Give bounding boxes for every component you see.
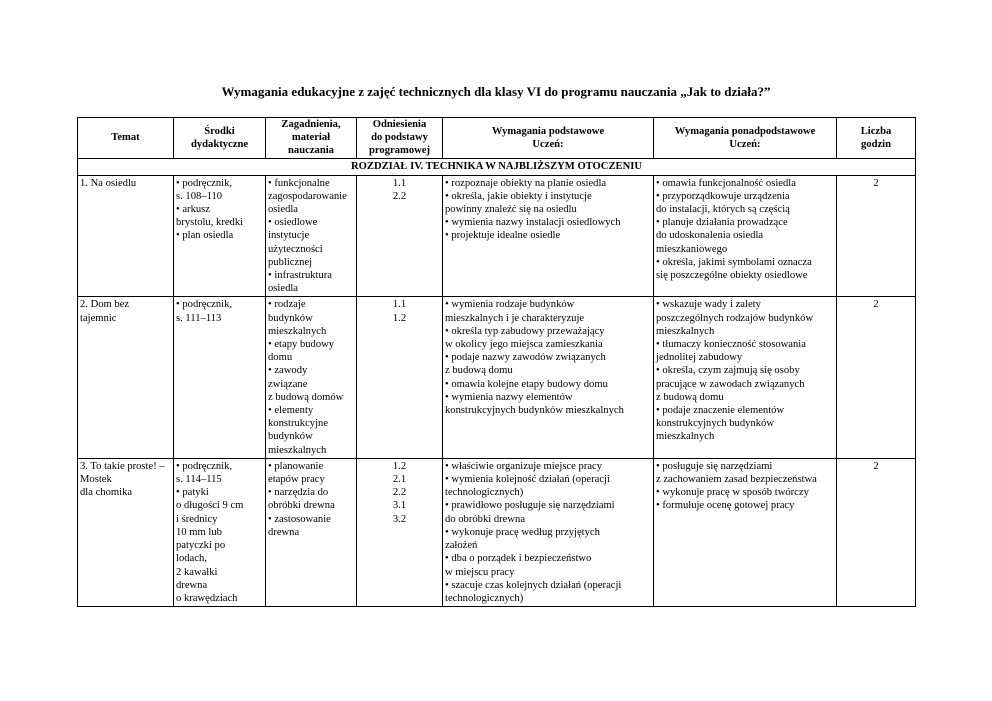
cell-podstawowe <box>443 458 654 606</box>
cell-line: osiedla <box>268 204 299 216</box>
cell-line: • wymienia rodzaje budynków <box>445 299 575 311</box>
cell-line: • patyki <box>176 487 209 499</box>
cell-line: 2.1 <box>392 474 407 486</box>
cell-line: 1. Na osiedlu <box>80 177 137 189</box>
cell-line: 2 kawałki <box>176 566 218 578</box>
cell-line: • planowanie <box>268 460 324 472</box>
cell-line: brystolu, kredki <box>176 217 244 229</box>
cell-line: 1.1 <box>392 299 407 311</box>
cell-line: konstrukcyjne <box>268 418 329 430</box>
cell-line: technologicznych) <box>445 487 524 499</box>
cell-podstawowe <box>443 175 654 297</box>
cell-line: do instalacji, których są częścią <box>656 204 790 216</box>
cell-line: • zastosowanie <box>268 513 331 525</box>
cell-line: • projektuje idealne osiedle <box>445 230 561 242</box>
cell-line: z budową domu <box>656 391 724 403</box>
cell-line: 3.2 <box>392 513 407 525</box>
header-line: godzin <box>860 138 892 150</box>
cell-line: mieszkalnych <box>268 444 327 456</box>
cell-temat <box>78 458 174 606</box>
cell-line: s. 114–115 <box>176 474 222 486</box>
cell-line: mieszkalnych i je charakteryzuje <box>445 312 585 324</box>
table-body <box>78 175 916 607</box>
cell-odniesienia <box>357 458 443 606</box>
cell-liczba <box>837 458 916 606</box>
cell-line: • określa typ zabudowy przeważający <box>445 325 605 337</box>
cell-srodki <box>174 297 266 458</box>
cell-line: • dba o porządek i bezpieczeństwo <box>445 553 592 565</box>
cell-line: w miejscu pracy <box>445 566 515 578</box>
cell-zagadnienia <box>266 175 357 297</box>
cell-line: 2 <box>873 299 879 311</box>
cell-line: z zachowaniem zasad bezpieczeństwa <box>656 474 817 486</box>
cell-line: etapów pracy <box>268 474 325 486</box>
cell-line: mieszkalnych <box>656 325 715 337</box>
cell-line: • wymienia nazwy elementów <box>445 391 573 403</box>
cell-line: 1.2 <box>392 460 407 472</box>
header-line: nauczania <box>288 145 334 157</box>
header-line: programowej <box>369 145 430 157</box>
header-line: Wymagania ponadpodstawowe <box>674 125 816 137</box>
cell-line: Mostek <box>80 474 112 486</box>
cell-line: 1.1 <box>392 177 407 189</box>
cell-line: mieszkalnych <box>268 325 327 337</box>
cell-line: • etapy budowy <box>268 339 335 351</box>
header-line: Liczba <box>860 125 892 137</box>
cell-line: • infrastruktura <box>268 270 333 282</box>
cell-line: poszczególnych rodzajów budynków <box>656 312 814 324</box>
cell-line: drewna <box>176 579 208 591</box>
cell-odniesienia <box>357 297 443 458</box>
cell-line: pracujące w zawodach związanych <box>656 378 805 390</box>
cell-line: • osiedlowe <box>268 217 318 229</box>
cell-liczba <box>837 175 916 297</box>
header-line: Zagadnienia, <box>281 119 341 130</box>
cell-line: tajemnic <box>80 312 117 324</box>
cell-line: • podaje znaczenie elementów <box>656 405 785 417</box>
header-srodki <box>174 118 266 159</box>
cell-line: • wymienia nazwy instalacji osiedlowych <box>445 217 621 229</box>
cell-line: • podręcznik, <box>176 299 233 311</box>
cell-line: budynków <box>268 312 313 324</box>
cell-line: s. 108–110 <box>176 190 223 202</box>
cell-line: 1.2 <box>392 312 407 324</box>
cell-line: • funkcjonalne <box>268 177 330 189</box>
cell-line: • tłumaczy konieczność stosowania <box>656 339 806 351</box>
document-title: Wymagania edukacyjne z zajęć technicznych dla klasy VI do programu nauczania „Jak to działa?” <box>221 84 771 99</box>
cell-line: • szacuje czas kolejnych działań (operacji <box>445 579 622 591</box>
cell-line: obróbki drewna <box>268 500 335 512</box>
cell-line: 10 mm lub <box>176 526 222 538</box>
header-temat: Temat <box>78 118 174 159</box>
cell-line: jednolitej zabudowy <box>656 352 743 364</box>
cell-line: 2. Dom bez <box>80 299 130 311</box>
table-row <box>78 175 916 297</box>
cell-line: patyczki po <box>176 540 226 552</box>
cell-line: • arkusz <box>176 204 211 216</box>
table-row <box>78 458 916 606</box>
cell-line: • rodzaje <box>268 299 306 311</box>
cell-line: 2 <box>873 460 879 472</box>
cell-line: i średnicy <box>176 513 218 525</box>
cell-line: • określa, jakimi symbolami oznacza <box>656 256 812 268</box>
table-header-row <box>78 118 916 159</box>
cell-line: do udoskonalenia osiedla <box>656 230 764 242</box>
cell-line: z budową domu <box>445 365 513 377</box>
cell-line: • zawody <box>268 365 308 377</box>
cell-line: • określa, czym zajmują się osoby <box>656 365 800 377</box>
cell-line: • omawia funkcjonalność osiedla <box>656 177 796 189</box>
cell-odniesienia <box>357 175 443 297</box>
cell-line: 3. To takie proste! – <box>80 460 165 472</box>
cell-zagadnienia <box>266 297 357 458</box>
cell-line: mieszkalnych <box>656 431 715 443</box>
cell-line: osiedla <box>268 283 299 295</box>
cell-line: z budową domów <box>268 391 344 403</box>
cell-line: • wykonuje pracę w sposób twórczy <box>656 487 809 499</box>
cell-line: • wykonuje pracę według przyjętych <box>445 526 600 538</box>
cell-line: o krawędziach <box>176 592 238 604</box>
cell-line: lodach, <box>176 553 207 565</box>
cell-line: • wskazuje wady i zalety <box>656 299 761 311</box>
table-row <box>78 297 916 458</box>
cell-ponadpodstawowe <box>654 458 837 606</box>
cell-ponadpodstawowe <box>654 297 837 458</box>
cell-line: drewna <box>268 526 300 538</box>
cell-line: się poszczególne obiekty osiedlowe <box>656 270 808 282</box>
cell-line: o długości 9 cm <box>176 500 244 512</box>
header-line: Uczeń: <box>729 138 761 150</box>
cell-line: mieszkaniowego <box>656 243 728 255</box>
cell-line: • elementy <box>268 405 314 417</box>
section-row <box>78 158 916 175</box>
header-zagadnienia <box>266 118 357 159</box>
requirements-table <box>77 117 916 607</box>
header-odniesienia <box>357 118 443 159</box>
cell-srodki <box>174 458 266 606</box>
cell-line: • określa, jakie obiekty i instytucje <box>445 190 592 202</box>
cell-line: domu <box>268 352 293 364</box>
header-line: Odniesienia <box>372 119 427 130</box>
cell-line: założeń <box>445 540 478 552</box>
cell-line: • podaje nazwy zawodów związanych <box>445 352 606 364</box>
cell-line: do obróbki drewna <box>445 513 526 525</box>
cell-line: • plan osiedla <box>176 230 234 242</box>
cell-line: • planuje działania prowadzące <box>656 217 788 229</box>
header-line: do podstawy <box>371 132 428 144</box>
cell-temat <box>78 297 174 458</box>
header-podstawowe <box>443 118 654 159</box>
cell-line: • prawidłowo posługuje się narzędziami <box>445 500 615 512</box>
header-liczba <box>837 118 916 159</box>
cell-line: • formułuje ocenę gotowej pracy <box>656 500 795 512</box>
cell-podstawowe <box>443 297 654 458</box>
cell-line: technologicznych) <box>445 592 524 604</box>
cell-line: • podręcznik, <box>176 177 233 189</box>
header-ponadpodstawowe <box>654 118 837 159</box>
cell-line: zagospodarowanie <box>268 190 347 202</box>
cell-line: powinny znaleźć się na osiedlu <box>445 204 577 216</box>
cell-line: • przyporządkowuje urządzenia <box>656 190 790 202</box>
header-line: Wymagania podstawowe <box>491 125 605 137</box>
cell-line: • rozpoznaje obiekty na planie osiedla <box>445 177 607 189</box>
cell-line: instytucje <box>268 230 310 242</box>
cell-zagadnienia <box>266 458 357 606</box>
cell-temat <box>78 175 174 297</box>
header-line: dydaktyczne <box>190 138 249 150</box>
cell-line: • właściwie organizuje miejsce pracy <box>445 460 603 472</box>
cell-line: • wymienia kolejność działań (operacji <box>445 474 610 486</box>
cell-ponadpodstawowe <box>654 175 837 297</box>
cell-line: • posługuje się narzędziami <box>656 460 773 472</box>
cell-line: użyteczności <box>268 243 323 255</box>
cell-line: 2 <box>873 177 879 189</box>
cell-line: s. 111–113 <box>176 312 222 324</box>
cell-line: konstrukcyjnych budynków <box>656 418 774 430</box>
cell-line: budynków <box>268 431 313 443</box>
cell-srodki <box>174 175 266 297</box>
cell-line: publicznej <box>268 256 313 268</box>
cell-line: • narzędzia do <box>268 487 329 499</box>
cell-line: • omawia kolejne etapy budowy domu <box>445 378 608 390</box>
cell-line: w okolicy jego miejsca zamieszkania <box>445 339 603 351</box>
cell-line: konstrukcyjnych budynków mieszkalnych <box>445 405 624 417</box>
cell-line: • podręcznik, <box>176 460 233 472</box>
cell-liczba <box>837 297 916 458</box>
cell-line: 2.2 <box>392 487 407 499</box>
cell-line: dla chomika <box>80 487 133 499</box>
header-line: Środki <box>204 125 235 137</box>
section-title: ROZDZIAŁ IV. TECHNIKA W NAJBLIŻSZYM OTOCZENIU <box>78 158 916 175</box>
cell-line: 2.2 <box>392 190 407 202</box>
cell-line: związane <box>268 378 308 390</box>
header-line: materiał <box>291 132 331 144</box>
cell-line: 3.1 <box>392 500 407 512</box>
header-line: Uczeń: <box>532 138 564 150</box>
